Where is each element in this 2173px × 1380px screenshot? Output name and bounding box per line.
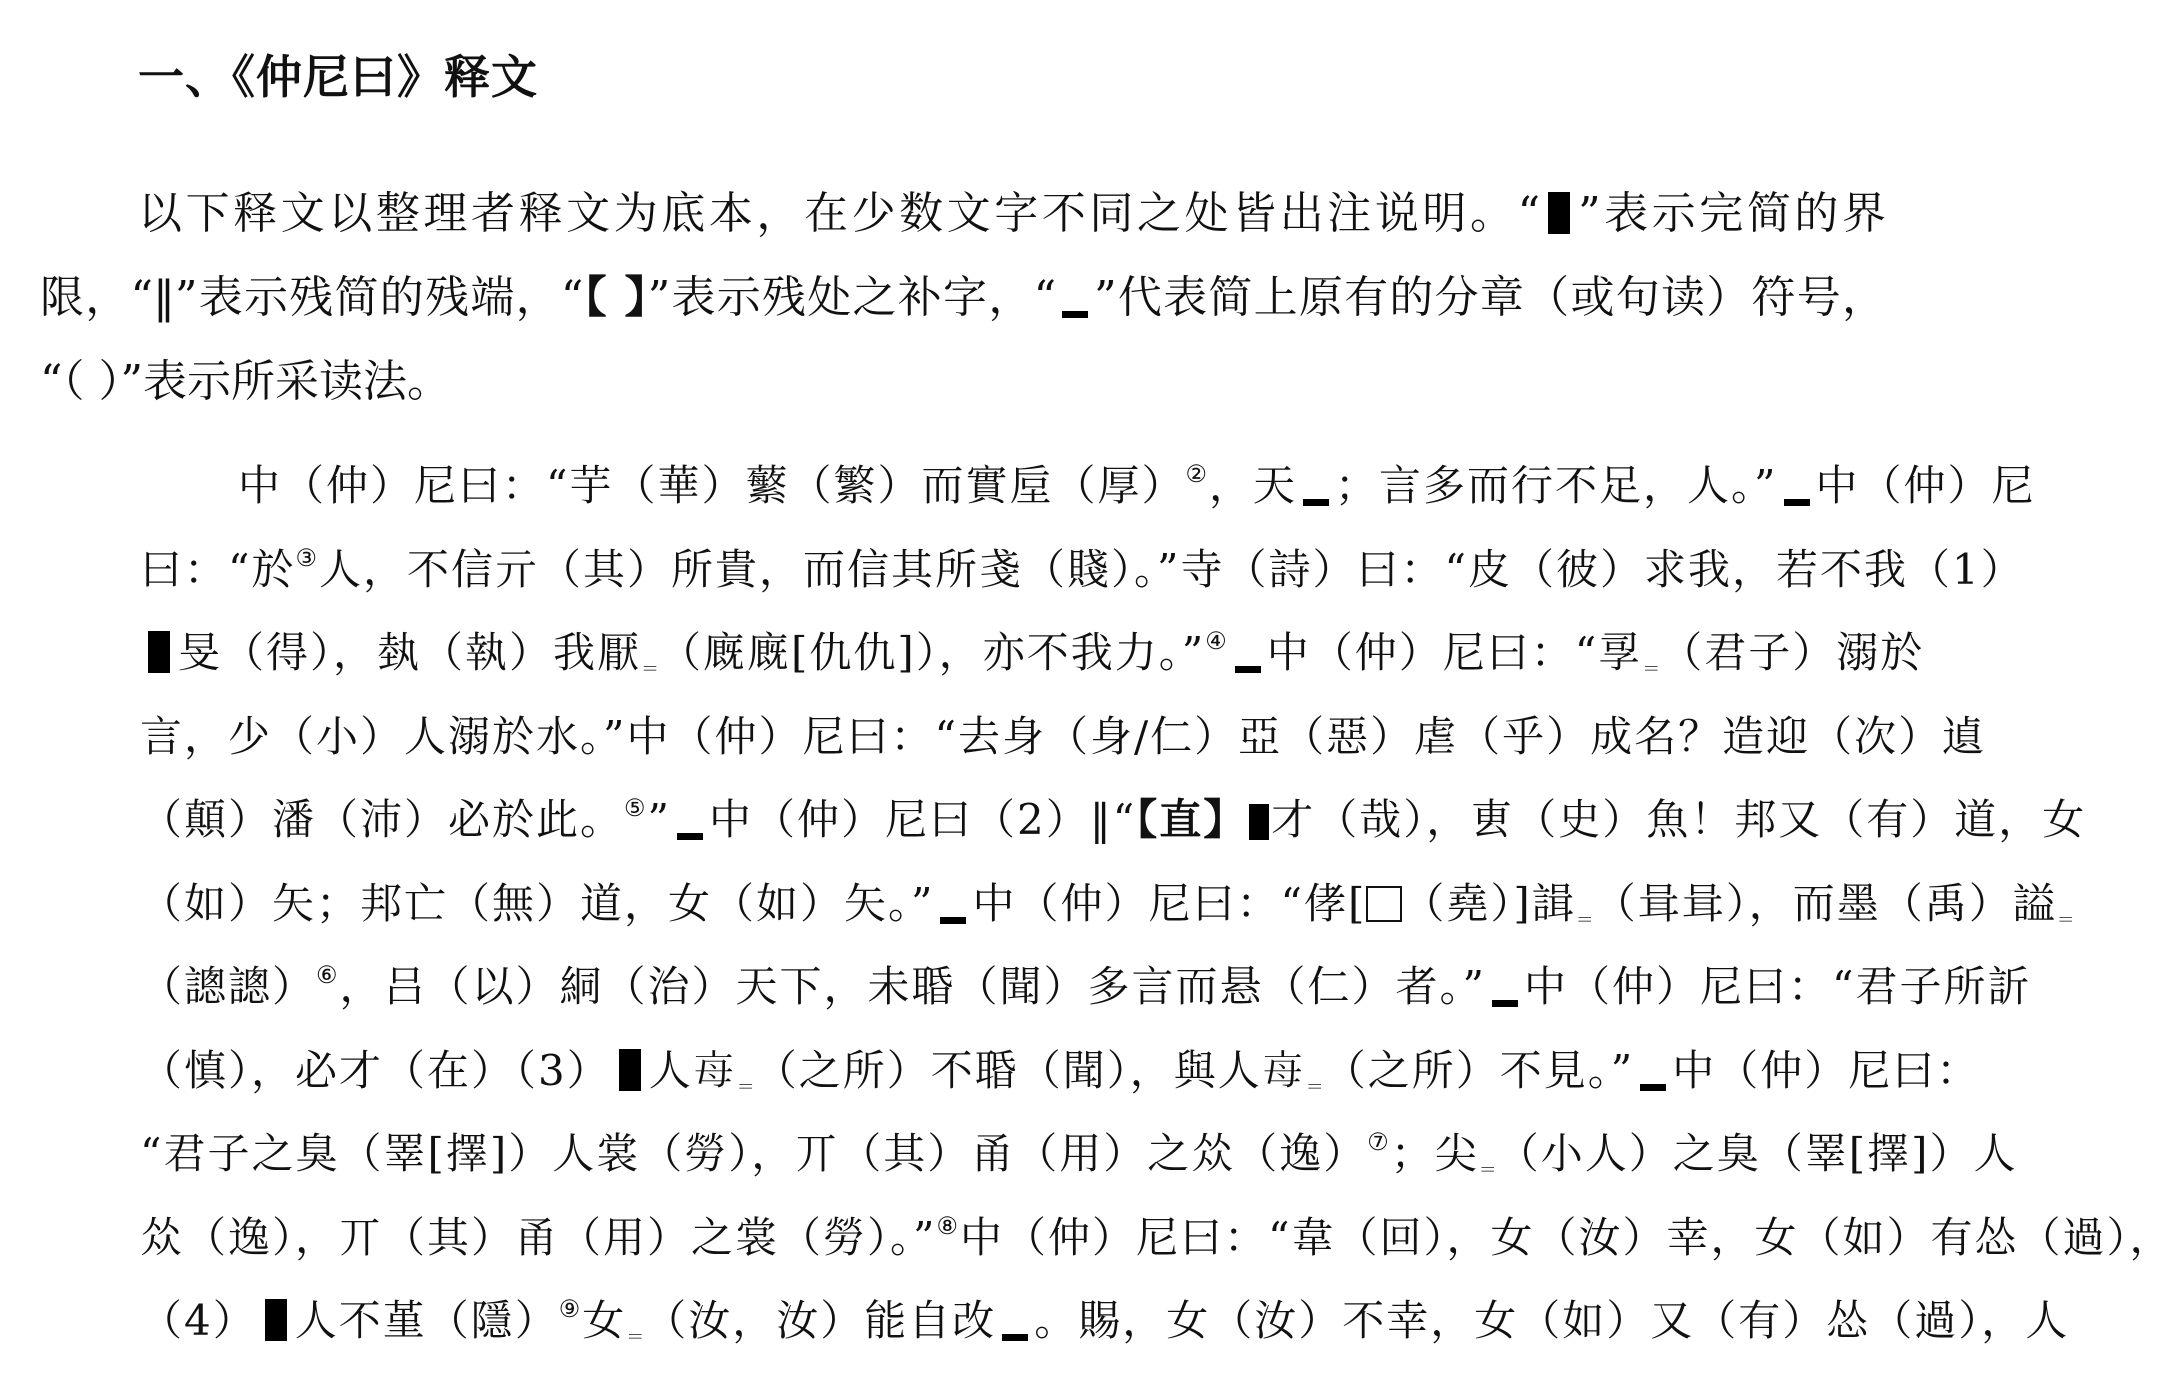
text-run: 中（仲）尼曰：“韋（回），女（汝）幸，女（如）有怂（過）， bbox=[960, 1212, 2173, 1262]
text-run: 中（仲）尼曰：“君子所訢 bbox=[1524, 962, 2032, 1011]
duplication-mark: ＝ bbox=[1305, 1076, 1324, 1098]
text-line-6 bbox=[140, 862, 2075, 946]
duplication-mark: ＝ bbox=[1478, 1160, 1497, 1181]
text-run: （堯）]諿 bbox=[1402, 878, 1576, 928]
chapter-mark bbox=[1062, 311, 1088, 318]
text-run: ；尖 bbox=[1390, 1129, 1479, 1178]
complete-slip-mark bbox=[619, 1049, 641, 1091]
text-run: （汝，汝）能自改 bbox=[644, 1296, 997, 1345]
intro-line-3: “（ ）”表示所采读法。 bbox=[40, 356, 451, 407]
text-run: （廐廐[仇仇]），亦不我力。” bbox=[659, 628, 1206, 677]
chapter-mark bbox=[1492, 1000, 1518, 1007]
text-line-5 bbox=[140, 778, 2087, 862]
footnote-ref: ⑥ bbox=[316, 961, 340, 989]
footnote-ref: ⑦ bbox=[1367, 1128, 1391, 1156]
text-run: 𠈌（逸），丌（其）甬（用）之裳（勞）。” bbox=[140, 1212, 937, 1262]
text-run: 旻（得），埶（執）我厭 bbox=[178, 628, 642, 677]
text-run: ；言多而行不足，人。” bbox=[1335, 461, 1778, 510]
text-run: 才（哉），叀（史）魚！邦又（有）道，女 bbox=[1271, 795, 2087, 844]
duplication-mark: ＝ bbox=[641, 659, 660, 680]
chapter-mark bbox=[1002, 1334, 1028, 1341]
text-run: （小人）之臭（睪[擇]）人 bbox=[1496, 1129, 2018, 1178]
intro-text: 以下释文以整理者释文为底本，在少数文字不同之处皆出注说明。“ bbox=[138, 188, 1541, 239]
missing-character-box bbox=[1366, 886, 1402, 922]
text-run: 中（仲）尼 bbox=[1815, 461, 2036, 510]
text-run: 人𣫭 bbox=[648, 1045, 737, 1095]
text-run: ，吕（以）絧（治）天下，未䎽（聞）多言而悬（仁）者。” bbox=[339, 962, 1487, 1011]
intro-text: ”代表简上原有的分章（或句读）符号， bbox=[1094, 272, 1887, 323]
text-run: 。賜，女（汝）不幸，女（如）又（有）怂（過），人 bbox=[1034, 1296, 2070, 1345]
chapter-mark bbox=[1235, 666, 1261, 673]
complete-slip-mark bbox=[1249, 804, 1269, 840]
supplement-bracket: 【直】 bbox=[1136, 795, 1248, 844]
text-line-3 bbox=[140, 611, 1925, 695]
text-line-10 bbox=[140, 1196, 2173, 1280]
chapter-mark bbox=[940, 917, 966, 924]
footnote-ref: ⑧ bbox=[936, 1211, 960, 1240]
complete-slip-mark bbox=[265, 1299, 287, 1341]
footnote-ref: ⑤ bbox=[624, 794, 648, 822]
chapter-mark bbox=[677, 833, 703, 840]
complete-slip-mark bbox=[148, 631, 170, 673]
text-run: 人不堇（隱） bbox=[294, 1296, 559, 1345]
complete-slip-mark bbox=[1548, 192, 1570, 234]
duplication-mark: ＝ bbox=[1642, 659, 1661, 680]
text-run: （之所）不䎽（聞），與人𣫭 bbox=[754, 1045, 1306, 1095]
text-line-4: 言，少（小）人溺於水。”中（仲）尼曰：“去身（身/仁）亞（惡）虐（乎）成名？造迎（次）遉 bbox=[140, 711, 1987, 761]
text-run: 中（仲）尼曰（2）‖“ bbox=[709, 795, 1137, 844]
text-run: （謥謥） bbox=[140, 962, 317, 1011]
footnote-ref: ④ bbox=[1205, 627, 1229, 655]
text-run: ，天 bbox=[1209, 461, 1298, 510]
intro-text: 限，“‖”表示残简的残端，“ bbox=[40, 272, 584, 323]
text-run: 女 bbox=[582, 1296, 627, 1345]
duplication-mark: ＝ bbox=[736, 1076, 755, 1098]
text-run: （君子）溺於 bbox=[1660, 628, 1925, 677]
text-run: （慎），必才（在）（3） bbox=[140, 1045, 611, 1095]
text-run: “君子之臭（睪[擇]）人裳（勞），丌（其）甬（用）之𠈌（逸） bbox=[140, 1129, 1368, 1178]
text-run: （4） bbox=[140, 1296, 257, 1345]
footnote-ref: ② bbox=[1185, 460, 1209, 488]
intro-paragraph bbox=[40, 172, 1886, 424]
intro-line-2 bbox=[40, 256, 1886, 340]
text-run: （之所）不見。” bbox=[1323, 1045, 1635, 1095]
text-run: （如）矢；邦亡（無）道，女（如）矢。” bbox=[140, 878, 935, 928]
section-heading: 一、《仲尼曰》释文 bbox=[138, 50, 538, 104]
intro-text: ”表示残处之补字，“ bbox=[647, 272, 1057, 323]
text-run: 中（仲）尼曰：“侾[ bbox=[972, 878, 1367, 928]
chapter-mark bbox=[1640, 1084, 1666, 1091]
text-line-2 bbox=[140, 528, 2025, 612]
duplication-mark: ＝ bbox=[1575, 909, 1594, 931]
transcription-text bbox=[140, 444, 2173, 1363]
text-run: 人，不信亓（其）所貴，而信其所戔（賤）。”寺（詩）曰：“皮（彼）求我，若不我（1） bbox=[319, 544, 2025, 594]
chapter-mark bbox=[1784, 499, 1810, 506]
text-line-11 bbox=[140, 1279, 2070, 1363]
text-run: 中（仲）尼曰： bbox=[1672, 1045, 1981, 1095]
duplication-mark: ＝ bbox=[626, 1327, 645, 1348]
text-run: 中（仲）尼曰：“孠 bbox=[1266, 628, 1643, 677]
text-line-7 bbox=[140, 945, 2032, 1029]
text-line-8 bbox=[140, 1029, 1981, 1113]
text-line-9 bbox=[140, 1112, 2018, 1196]
text-run: ” bbox=[647, 795, 672, 844]
text-run: 曰：“於 bbox=[140, 544, 296, 594]
intro-text: ”表示完简的界 bbox=[1578, 188, 1887, 239]
text-run: （顛）潘（沛）必於此。 bbox=[140, 795, 625, 844]
supplement-bracket: 【 】 bbox=[583, 272, 648, 323]
footnote-ref: ⑨ bbox=[558, 1295, 583, 1323]
chapter-mark bbox=[1303, 499, 1329, 506]
text-run: 中（仲）尼曰：“芋（華）蘩（繁）而實垕（厚） bbox=[238, 461, 1186, 510]
footnote-ref: ③ bbox=[295, 543, 319, 572]
duplication-mark: ＝ bbox=[2056, 909, 2075, 931]
intro-line-1 bbox=[40, 172, 1886, 256]
text-run: （咠咠），而墨（禹）謚 bbox=[1593, 878, 2057, 928]
text-line-1 bbox=[140, 444, 2036, 528]
